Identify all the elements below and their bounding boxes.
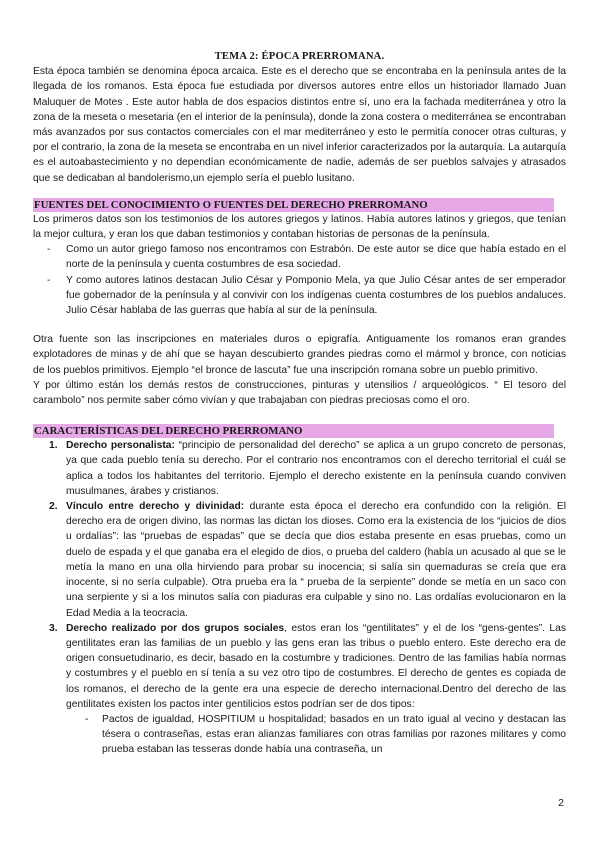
page-number: 2 xyxy=(558,797,564,809)
list-item: 1. Derecho personalista: “principio de personalidad del derecho” se aplica a un grupo concreto de personas, ya que cada pueblo tenía su derecho. Por el contrario nos encontramos con el derecho territorial el cuál se aplica a todos los habitantes del territorio. Ejemplo el derecho existente en la península cuando conviven musulmanes, árabes y cristianos. xyxy=(49,440,566,497)
list-item: 2. Vínculo entre derecho y divinidad: durante esta época el derecho era confundido con la religión. El derecho era de origen divino, las normas las dictan los dioses. Como era la existencia de los “juicios de dios u ordalías”: las “pruebas de espadas” que se decía que dios estaba presente en esas pruebas, como un duelo de espada y el que ganaba era el elegido de dios, o prueba del caldero (había un acusado al que se le metía la mano en una olla hirviendo para probar su inocencia; si salía sin quemaduras se creía que era inocente, si no sería culpable). Otra prueba era la “ prueba de la serpiente” donde se metía en un saco con una serpiente y si a los minutos salía con piaduras era culpable y sino no. Las ordalías evolucionaron en la Edad Media a la teocracia. xyxy=(49,501,566,619)
list-item: - Y como autores latinos destacan Julio César y Pomponio Mela, ya que Julio César antes de ser emperador fue gobernador de la península y al convivir con los indígenas cuenta costumbres de los pueblos andaluces. Julio César hablaba de las guerras que había al sur de la península. xyxy=(47,274,566,317)
section-heading-sources: FUENTES DEL CONOCIMIENTO O FUENTES DEL DERECHO PRERROMANO xyxy=(33,198,554,212)
dash-bullet: - xyxy=(85,713,89,725)
list-item: 3. Derecho realizado por dos grupos sociales, estos eran los “gentilitates” y el de los “gens-gentes”. Las gentilitates eran las familias de un pueblo y las gens eran las tribus o pueblo entero. Este derecho era de origen consuetudinario, es decir, basado en la costumbre y tradiciones. Dentro de las familias había normas y costumbres y el pueblo en sí tenía a su vez otro tipo de costumbres. El derecho de gentes es copiada de los romanos, el derecho de la gente era una especie de derecho internacional.Dentro del derecho de las gentilitates existen los pactos inter gentilicios estos podrían ser de dos tipos: - Pactos de igualdad, HOSPITIUM u hospitalidad; basados en un trato igual al vecino y destacan las tésera o contraseñas, estas eran alianzas familiares con otras familias por razones militares y como prueba estaban las tesseras donde había una contraseña, un xyxy=(66,621,566,758)
page-title: TEMA 2: ÉPOCA PRERROMANA. xyxy=(214,51,385,62)
sources-paragraph-3: Y por último están los demás restos de construcciones, pinturas y utensilios / arqueológicos. “ El tesoro del carambolo” nos permite saber cómo vivían y que trabajaban con piedras preciosas como el oro. xyxy=(33,379,566,407)
dash-bullet: - xyxy=(47,274,51,286)
pact-types-list xyxy=(66,712,566,758)
list-item: - Pactos de igualdad, HOSPITIUM u hospitalidad; basados en un trato igual al vecino y destacan las tésera o contraseñas, estas eran alianzas familiares con otras familias por razones militares y como prueba estaban las tesseras donde había una contraseña, un xyxy=(85,713,566,756)
intro-paragraph: Esta época también se denomina época arcaica. Este es el derecho que se encontraba en la península antes de la llegada de los romanos. Esta época fue estudiada por diversos autores entre ellos un historiador llamado Juan Maluquer de Motes . Este autor habla de dos espacios distintos entre sí, uno era la fachada mediterránea y otro la zona de la meseta o mesetaria (en el interior de la península), donde la zona costera o mediterránea se encontraban más avanzados por sus contactos comerciales con el mar mediterráneo y esto le permitía conocer otras culturas, y por el contrario, la zona de la meseta se encontraba en un nivel inferior caracterizados por la autarquía. La autarquía es el autoabastecimiento y no dependían económicamente de nadie, además de ser pueblos salvajes y atrasados que se dedicaban al bandolerismo,un ejemplo sería el pueblo lusitano. xyxy=(33,66,566,184)
sources-paragraph-1: Los primeros datos son los testimonios de los autores griegos y latinos. Había autores latinos y griegos, que tenían la mejor cultura, y eran los que daban testimonios y contaban historias de personas de la península. xyxy=(33,213,566,241)
sources-paragraph-2: Otra fuente son las inscripciones en materiales duros o epigrafía. Antiguamente los romanos eran grandes explotadores de minas y de ahí que se hayan descubierto grandes piedras como el mármol y bronce, con noticias de los pueblos primitivos. Ejemplo “el bronce de lascuta” fue una inscripción romana sobre un pueblo primitivo. xyxy=(33,334,566,376)
document-page xyxy=(33,49,566,758)
sources-bullet-list xyxy=(33,242,566,318)
list-item: - Como un autor griego famoso nos encontramos con Estrabón. De este autor se dice que había estado en el norte de la península y cuenta costumbres de esa sociedad. xyxy=(47,244,566,271)
characteristics-list xyxy=(33,438,566,757)
dash-bullet: - xyxy=(47,244,51,256)
section-heading-characteristics: CARACTERÍSTICAS DEL DERECHO PRERROMANO xyxy=(33,424,554,438)
